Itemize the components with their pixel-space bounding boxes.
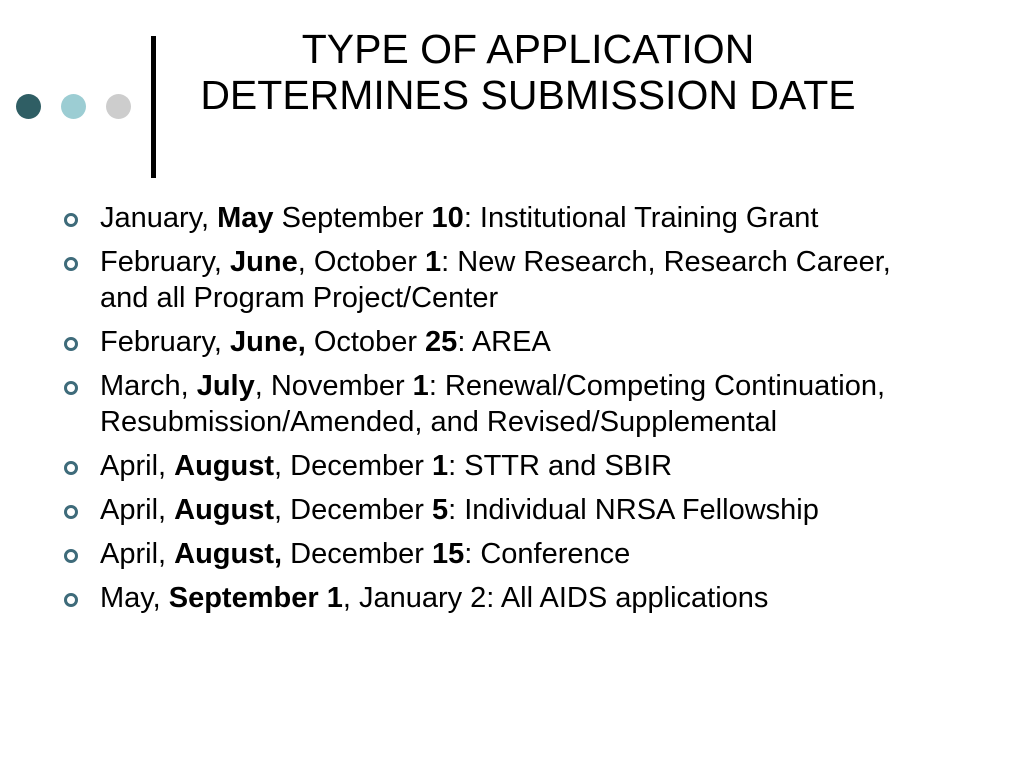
text-segment: February,	[100, 326, 231, 358]
title-divider	[151, 36, 156, 178]
list-item	[60, 448, 940, 484]
decorative-dots	[16, 94, 136, 120]
hollow-circle-bullet-icon	[64, 505, 78, 519]
list-item-text	[100, 538, 630, 570]
emphasized-text: 1	[412, 370, 429, 402]
text-segment: : Renewal/Competing Continuation, Resubmission/Amended, and Revised/Supplemental	[100, 370, 886, 438]
slide-title-line-1: TYPE OF APPLICATION	[301, 26, 755, 72]
text-segment: , November	[254, 370, 413, 402]
list-item	[60, 324, 940, 360]
emphasized-text: 1	[425, 246, 442, 278]
emphasized-text: 10	[431, 202, 464, 234]
list-item-text	[100, 370, 885, 438]
list-item-text	[100, 450, 672, 482]
list-item-text	[100, 582, 768, 614]
list-item	[60, 536, 940, 572]
list-item	[60, 580, 940, 616]
gray-dot-icon	[106, 94, 131, 119]
list-item-text	[100, 202, 818, 234]
text-segment: March,	[100, 370, 197, 402]
text-segment: January,	[100, 202, 218, 234]
text-segment: : Institutional Training Grant	[463, 202, 819, 234]
emphasized-text: May	[217, 202, 274, 234]
list-item-text	[100, 494, 819, 526]
text-segment: February,	[100, 246, 231, 278]
emphasized-text: August	[174, 450, 275, 482]
hollow-circle-bullet-icon	[64, 257, 78, 271]
emphasized-text: 1	[431, 450, 449, 482]
slide-title	[166, 26, 890, 118]
list-item	[60, 368, 940, 440]
text-segment: April,	[100, 494, 175, 526]
text-segment: December	[282, 538, 432, 570]
emphasized-text: August	[174, 494, 275, 526]
text-segment: : Individual NRSA Fellowship	[448, 494, 819, 526]
list-item	[60, 492, 940, 528]
deadline-list	[60, 200, 940, 624]
text-segment: : Conference	[464, 538, 631, 570]
text-segment: , December	[274, 494, 432, 526]
text-segment: : New Research, Research Career, and all Program Project/Center	[100, 246, 891, 314]
emphasized-text: June,	[230, 326, 306, 358]
text-segment: , December	[274, 450, 432, 482]
hollow-circle-bullet-icon	[64, 381, 78, 395]
emphasized-text: June	[230, 246, 298, 278]
hollow-circle-bullet-icon	[64, 593, 78, 607]
text-segment: October	[305, 326, 426, 358]
emphasized-text: July	[196, 370, 255, 402]
hollow-circle-bullet-icon	[64, 461, 78, 475]
emphasized-text: 25	[425, 326, 458, 358]
text-segment: September	[273, 202, 432, 234]
emphasized-text: 5	[431, 494, 449, 526]
slide-title-line-2: DETERMINES SUBMISSION DATE	[200, 72, 856, 118]
text-segment: April,	[100, 538, 175, 570]
text-segment: : AREA	[457, 326, 551, 358]
text-segment: : STTR and SBIR	[448, 450, 673, 482]
list-item-text	[100, 246, 891, 314]
text-segment: , October	[297, 246, 426, 278]
list-item	[60, 200, 940, 236]
list-item	[60, 244, 940, 316]
text-segment: , January 2: All AIDS applications	[342, 582, 769, 614]
emphasized-text: 15	[431, 538, 465, 570]
emphasized-text: September 1	[168, 582, 343, 614]
list-item-text	[100, 326, 551, 358]
hollow-circle-bullet-icon	[64, 213, 78, 227]
light-teal-dot-icon	[61, 94, 86, 119]
text-segment: April,	[100, 450, 175, 482]
emphasized-text: August,	[174, 538, 283, 570]
hollow-circle-bullet-icon	[64, 337, 78, 351]
dark-teal-dot-icon	[16, 94, 41, 119]
hollow-circle-bullet-icon	[64, 549, 78, 563]
text-segment: May,	[100, 582, 169, 614]
